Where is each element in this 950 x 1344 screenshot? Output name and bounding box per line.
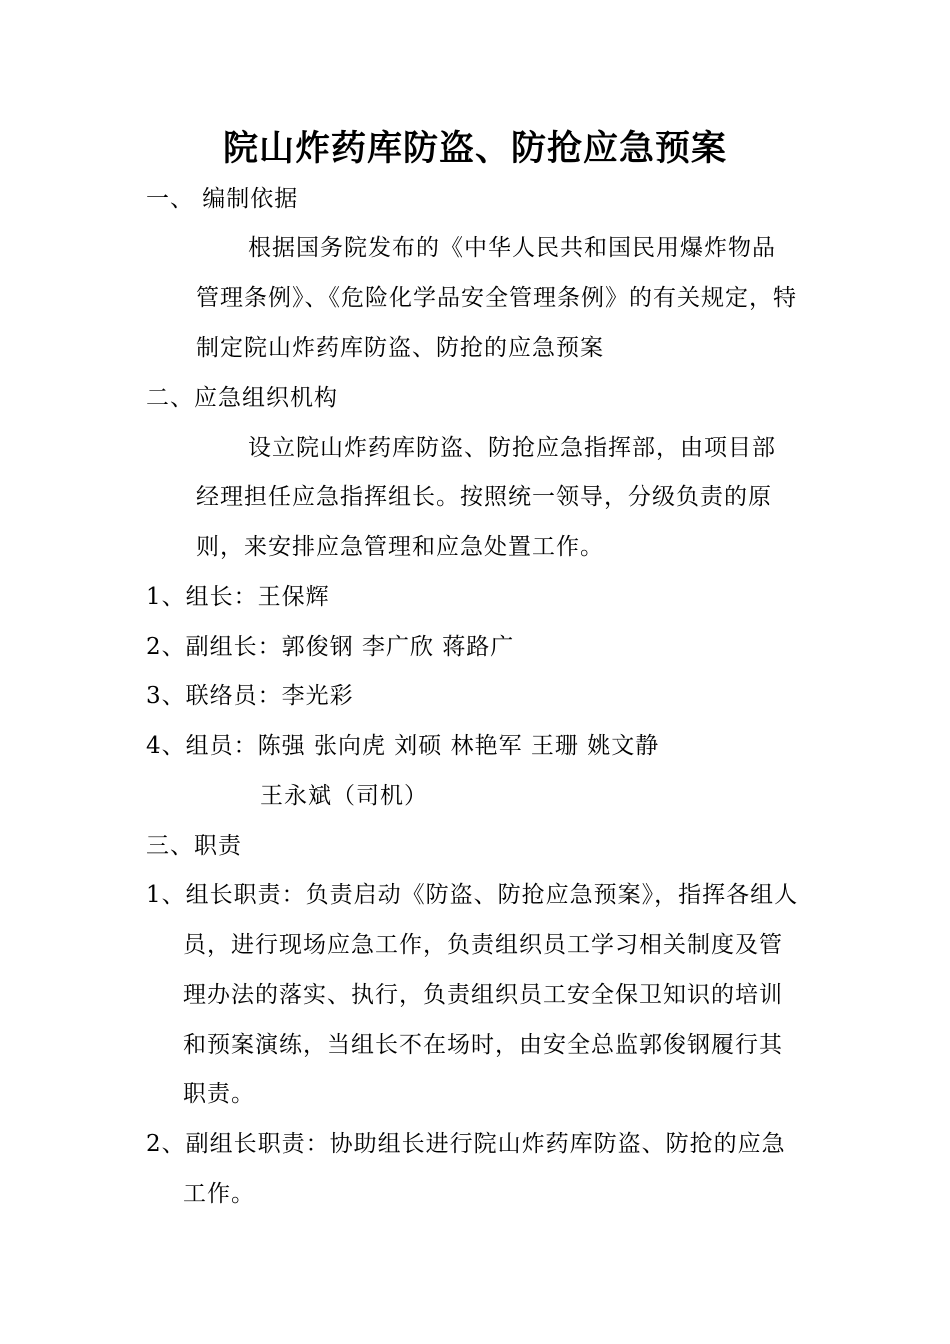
member-line-leader: 1、组长：王保辉 xyxy=(146,584,330,610)
section-heading-organization: 二、应急组织机构 xyxy=(146,385,338,411)
member-line-deputy: 2、副组长：郭俊钢 李广欣 蒋路广 xyxy=(146,634,515,660)
duty-line: 理办法的落实、执行，负责组织员工安全保卫知识的培训 xyxy=(183,982,783,1008)
duty-line: 和预案演练，当组长不在场时，由安全总监郭俊钢履行其 xyxy=(183,1032,783,1058)
paragraph-line: 制定院山炸药库防盗、防抢的应急预案 xyxy=(196,335,604,361)
duty-line: 员，进行现场应急工作，负责组织员工学习相关制度及管 xyxy=(183,932,783,958)
member-line-liaison: 3、联络员：李光彩 xyxy=(146,683,354,709)
duty-line: 1、组长职责：负责启动《防盗、防抢应急预案》，指挥各组人 xyxy=(146,882,799,908)
paragraph-line: 经理担任应急指挥组长。按照统一领导，分级负责的原 xyxy=(196,484,772,510)
paragraph-line: 管理条例》、《危险化学品安全管理条例》的有关规定，特 xyxy=(196,285,797,311)
section-heading-duties: 三、职责 xyxy=(146,833,242,859)
member-line-driver: 王永斌（司机） xyxy=(260,783,428,809)
duty-line: 工作。 xyxy=(183,1181,255,1207)
paragraph-line: 设立院山炸药库防盗、防抢应急指挥部，由项目部 xyxy=(248,435,776,461)
document-title: 院山炸药库防盗、防抢应急预案 xyxy=(222,128,727,169)
paragraph-line: 则，来安排应急管理和应急处置工作。 xyxy=(196,534,604,560)
duty-line: 职责。 xyxy=(183,1081,255,1107)
duty-line: 2、副组长职责：协助组长进行院山炸药库防盗、防抢的应急 xyxy=(146,1131,786,1157)
member-line-members: 4、组员：陈强 张向虎 刘硕 林艳军 王珊 姚文静 xyxy=(146,733,660,759)
paragraph-line: 根据国务院发布的《中华人民共和国民用爆炸物品 xyxy=(248,235,776,261)
section-heading-basis: 一、 编制依据 xyxy=(146,186,299,212)
